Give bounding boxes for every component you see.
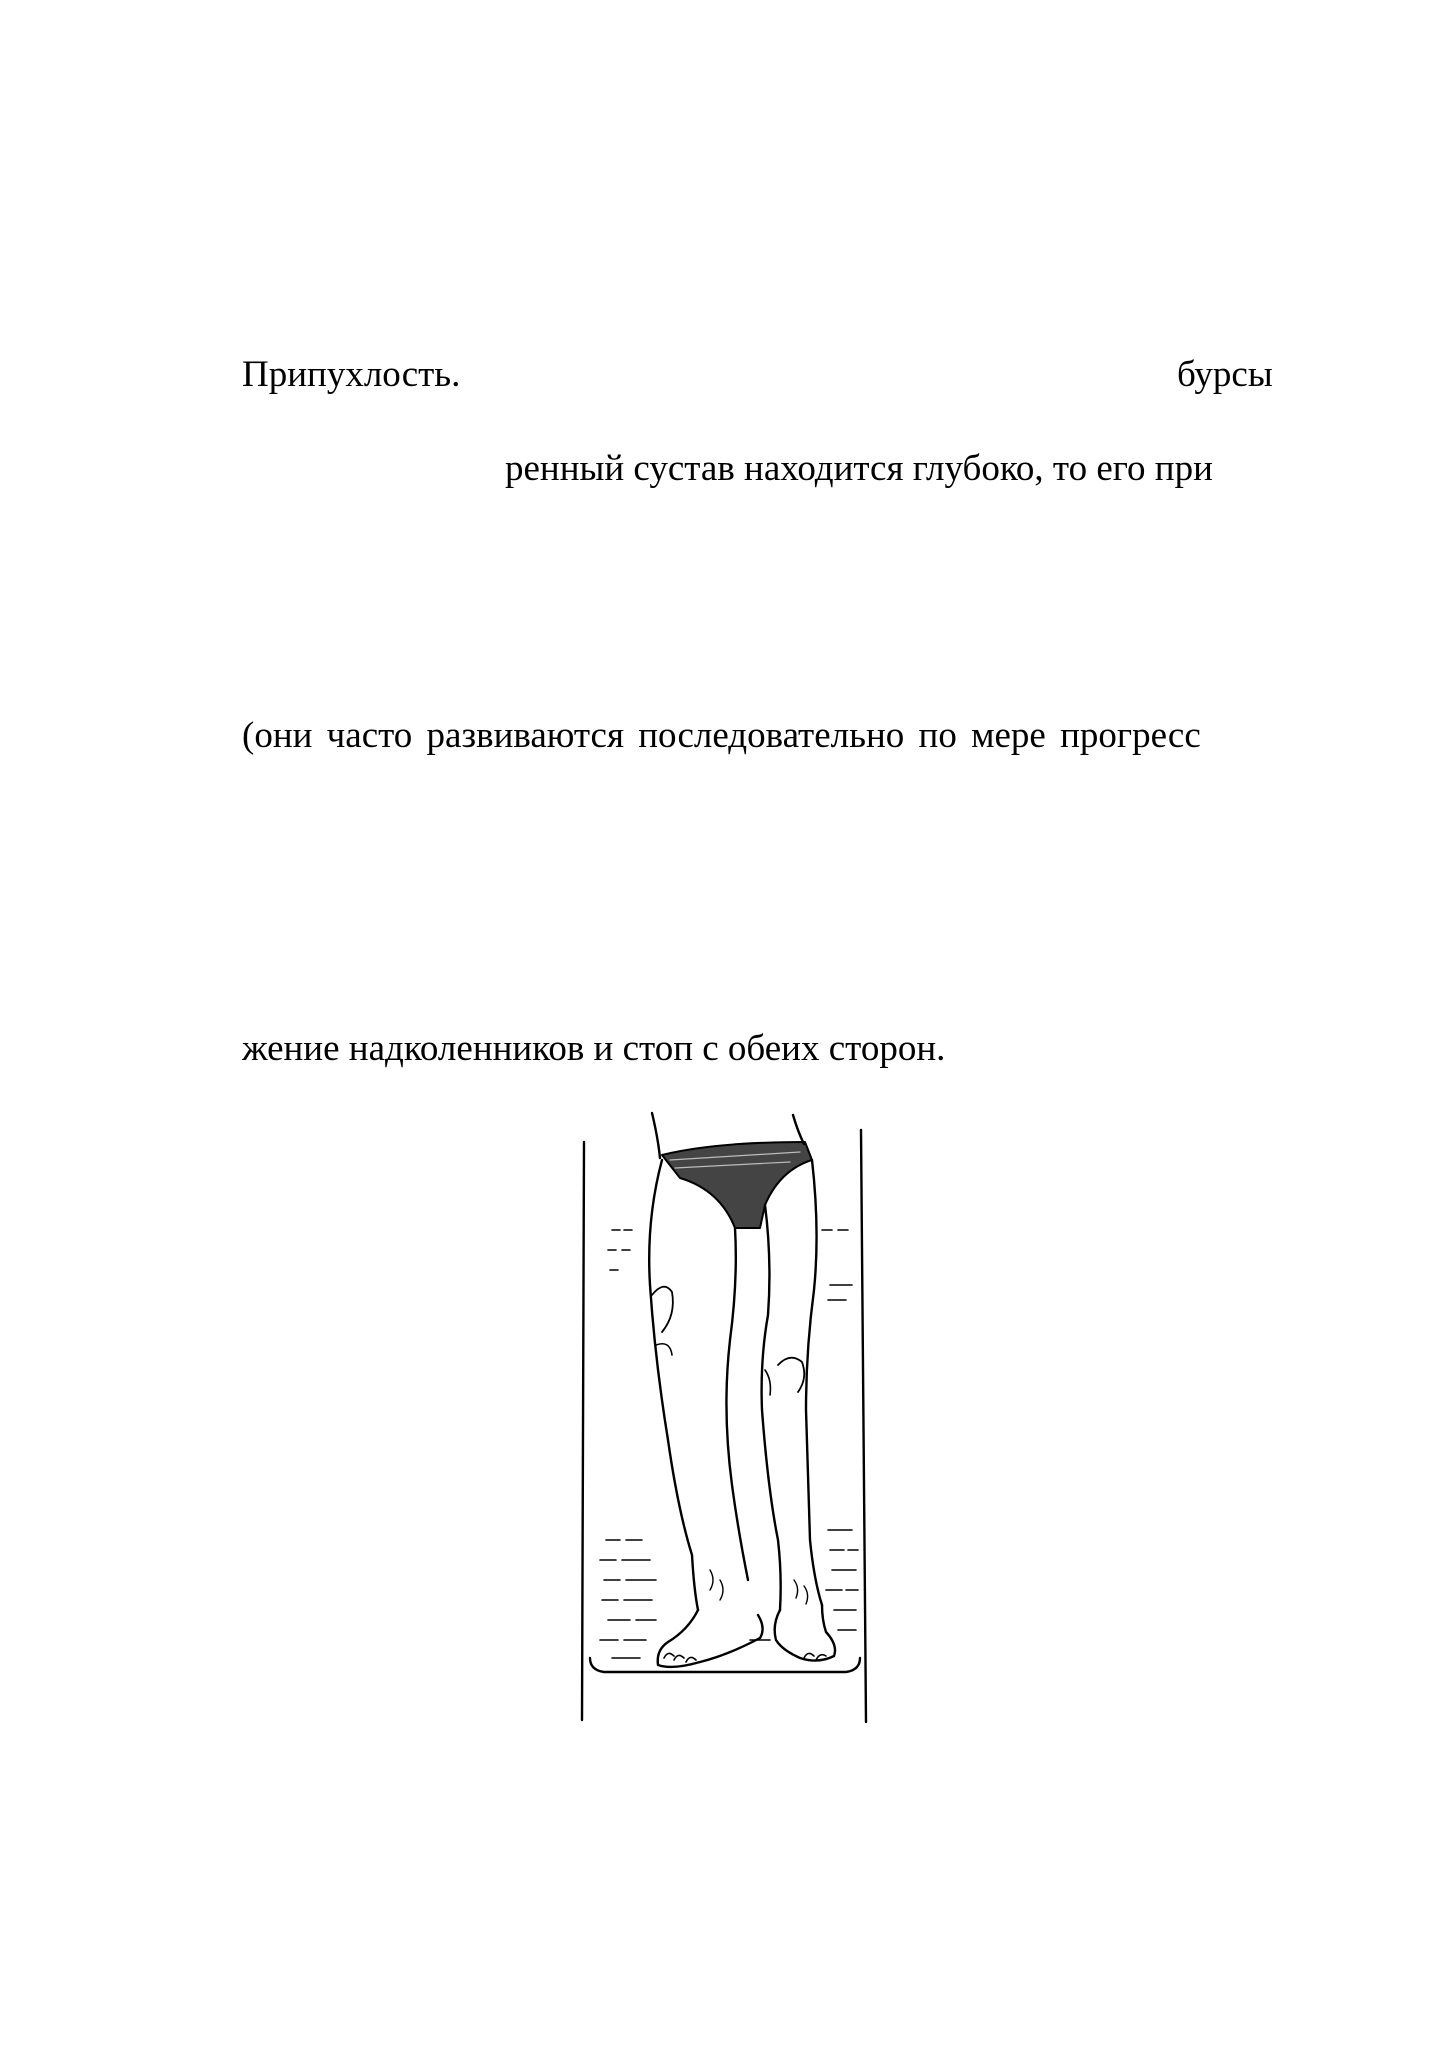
left-leg-inner (726, 1228, 748, 1580)
legs-illustration (560, 1110, 890, 1725)
text-line-1a: Припухлость. (242, 354, 461, 395)
right-leg-inner (762, 1205, 781, 1610)
briefs (662, 1142, 812, 1228)
right-foot (775, 1605, 835, 1661)
mat-right-edge (861, 1130, 866, 1722)
text-line-1b: бурсы (1177, 354, 1273, 395)
left-foot (658, 1610, 763, 1667)
floor-hatching-left (600, 1230, 656, 1658)
torso-right (793, 1115, 804, 1144)
right-leg-outer (806, 1160, 822, 1605)
text-line-3: (они часто развиваются последовательно по мере прогресс (242, 715, 1201, 756)
left-leg-outer (649, 1160, 698, 1610)
floor-hatching-right (750, 1230, 858, 1640)
text-line-2: ренный сустав находится глубоко, то его при (505, 448, 1213, 489)
torso-left (652, 1113, 660, 1158)
text-line-4: жение надколенников и стоп с обеих сторон. (242, 1028, 946, 1069)
mat-left-edge (582, 1142, 584, 1720)
